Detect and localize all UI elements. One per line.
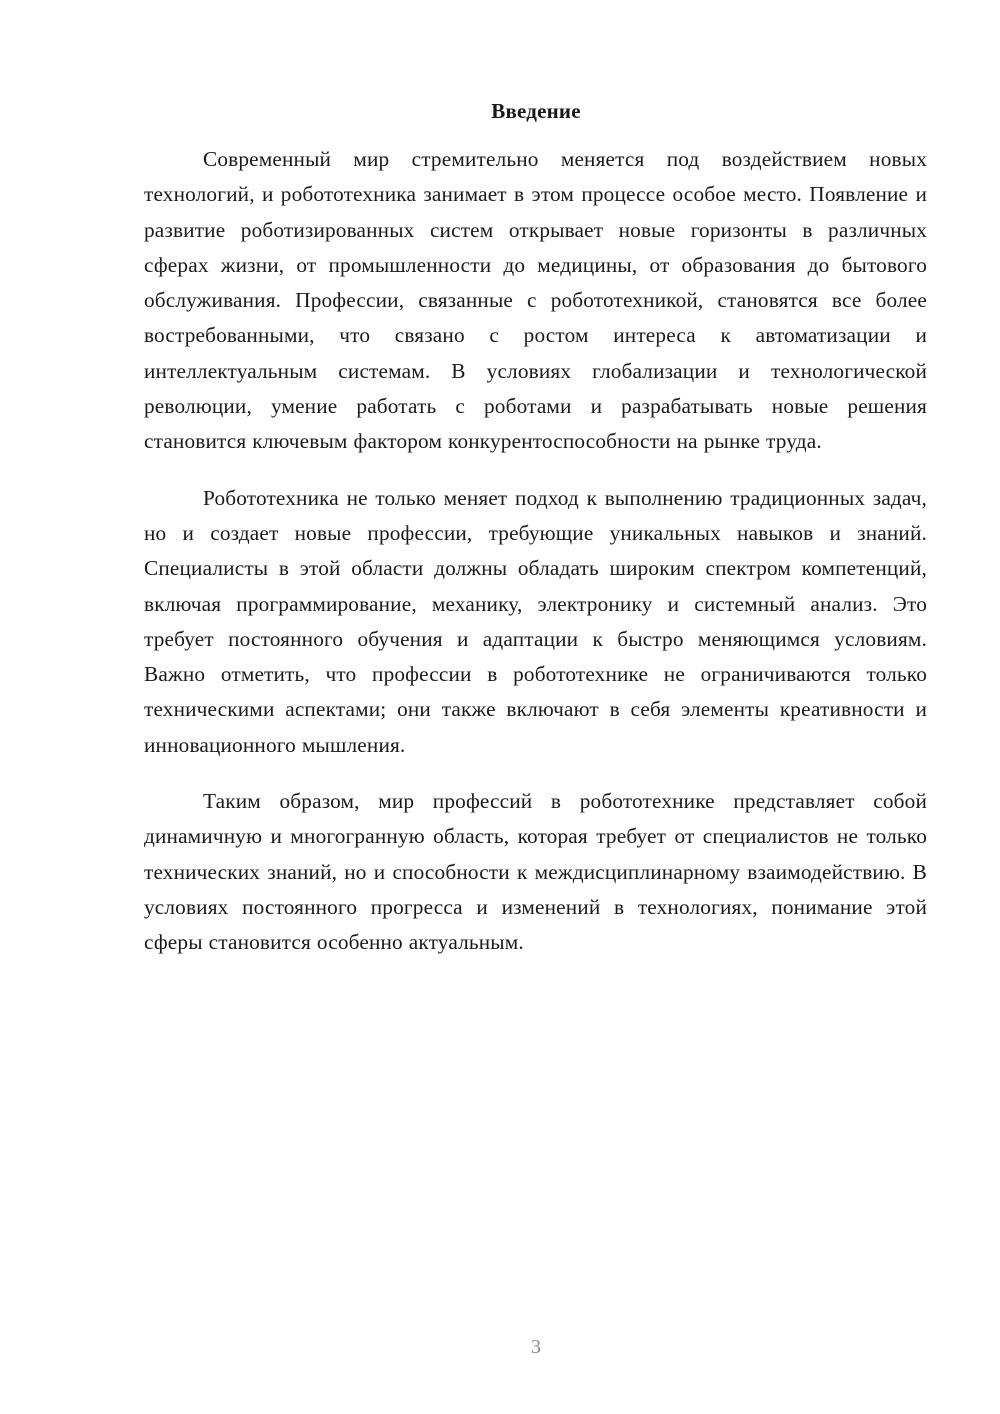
page-number: 3 bbox=[531, 1336, 541, 1358]
paragraph-1: Современный мир стремительно меняется под воздействием новых технологий, и робототехника занимает в этом процессе особое место. Появление и развитие роботизированных систем открывает новые горизонты в различных сферах жизни, от промышленности до медицины, от образования до бытового обслуживания. Профессии, связанные с робототехникой, становятся все более востребованными, что связано с ростом интереса к автоматизации и интеллектуальным системам. В условиях глобализации и технологической революции, умение работать с роботами и разрабатывать новые решения становится ключевым фактором конкурентоспособности на рынке труда. bbox=[144, 147, 927, 454]
body-text bbox=[144, 142, 927, 982]
paragraph-2: Робототехника не только меняет подход к выполнению традиционных задач, но и создает новые профессии, требующие уникальных навыков и знаний. Специалисты в этой области должны обладать широким спектром компетенций, включая программирование, механику, электронику и системный анализ. Это требует постоянного обучения и адаптации к быстро меняющимся условиям. Важно отметить, что профессии в робототехнике не ограничиваются только техническими аспектами; они также включают в себя элементы креативности и инновационного мышления. bbox=[144, 485, 927, 757]
paragraph-3: Таким образом, мир профессий в робототехнике представляет собой динамичную и многогранную область, которая требует от специалистов не только технических знаний, но и способности к междисциплинарному взаимодействию. В условиях постоянного прогресса и изменений в технологиях, понимание этой сферы становится особенно актуальным. bbox=[144, 789, 927, 955]
section-heading: Введение bbox=[491, 99, 581, 123]
